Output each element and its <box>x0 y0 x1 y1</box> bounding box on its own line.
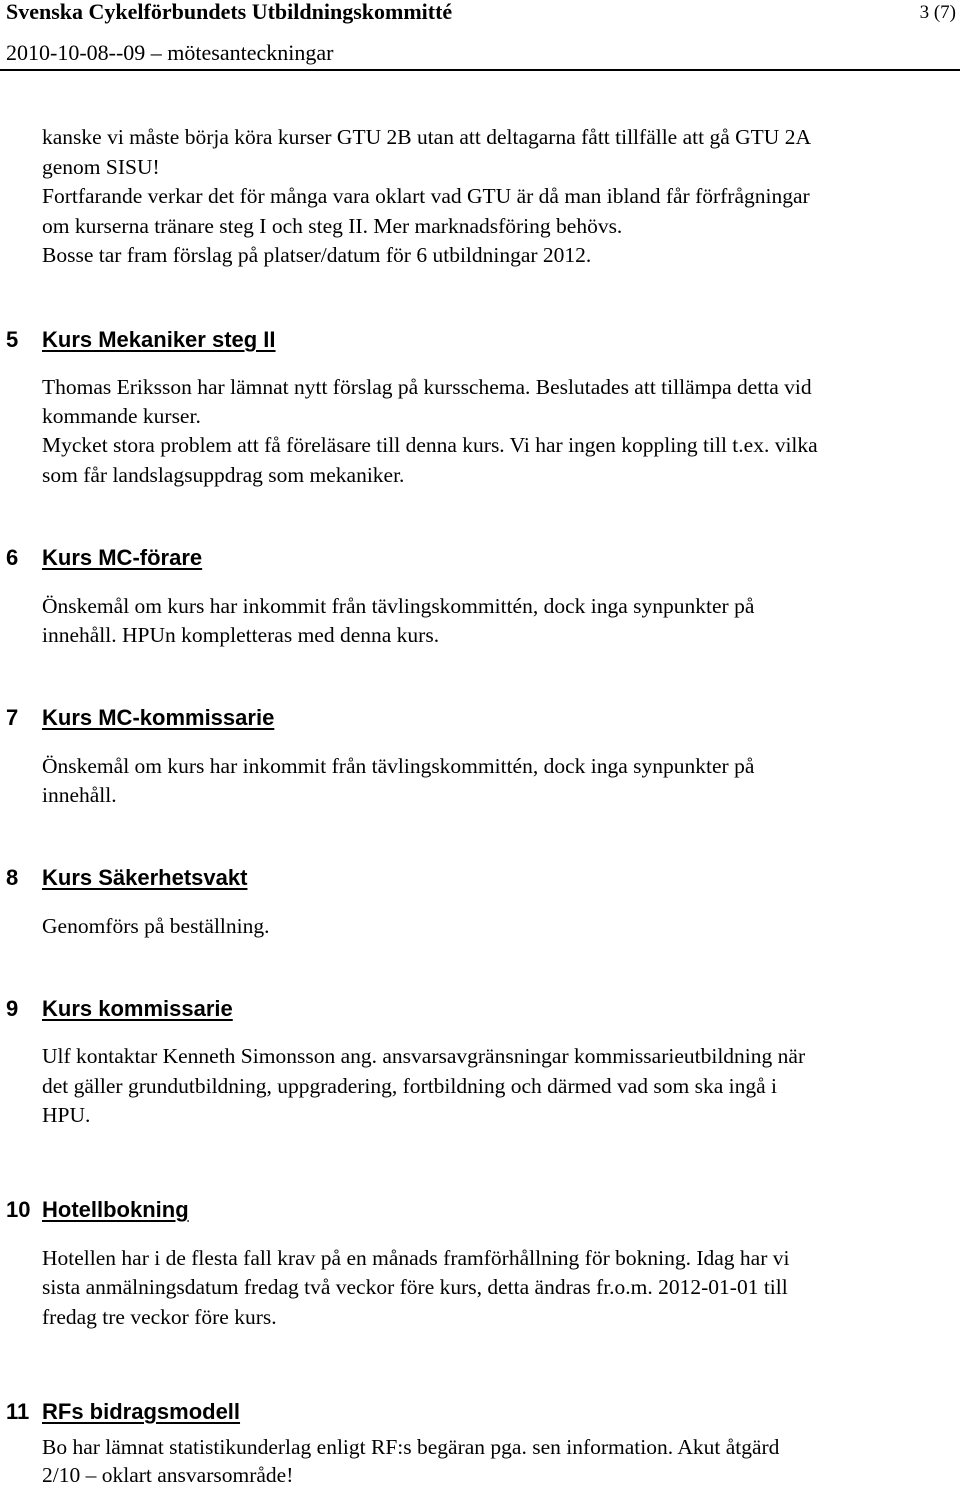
text-line: Genomförs på beställning. <box>42 914 270 938</box>
text-line: 2/10 – oklart ansvarsområde! <box>42 1463 294 1487</box>
text-line: Önskemål om kurs har inkommit från tävlingskommittén, dock inga synpunkter på <box>42 754 755 778</box>
section-number: 6 <box>6 545 19 570</box>
text-line: Bosse tar fram förslag på platser/datum för 6 utbildningar 2012. <box>42 243 592 267</box>
header-divider <box>0 69 960 71</box>
text-line: fredag tre veckor före kurs. <box>42 1305 277 1329</box>
page-number: 3 (7) <box>919 2 956 23</box>
section-title: Kurs MC-kommissarie <box>42 705 275 730</box>
section-number: 7 <box>6 705 19 730</box>
section-number: 11 <box>6 1399 30 1424</box>
section-title: RFs bidragsmodell <box>42 1399 241 1424</box>
text-line: Önskemål om kurs har inkommit från tävlingskommittén, dock inga synpunkter på <box>42 594 755 618</box>
text-line: sista anmälningsdatum fredag två veckor före kurs, detta ändras fr.o.m. 2012-01-01 till <box>42 1275 788 1299</box>
text-line: om kurserna tränare steg I och steg II. Mer marknadsföring behövs. <box>42 214 623 238</box>
section-title: Hotellbokning <box>42 1197 189 1222</box>
text-line: som får landslagsuppdrag som mekaniker. <box>42 463 405 487</box>
section-number: 10 <box>6 1197 31 1222</box>
text-line: det gäller grundutbildning, uppgradering, fortbildning och därmed vad som ska ingå i <box>42 1074 778 1098</box>
text-line: Bo har lämnat statistikunderlag enligt RF:s begäran pga. sen information. Akut åtgärd <box>42 1435 780 1459</box>
text-line: innehåll. <box>42 783 117 807</box>
text-line: Thomas Eriksson har lämnat nytt förslag på kursschema. Beslutades att tillämpa detta vid <box>42 375 812 399</box>
section-number: 8 <box>6 865 19 890</box>
document-subtitle: 2010-10-08--09 – mötesanteckningar <box>6 40 334 65</box>
text-line: kommande kurser. <box>42 404 201 428</box>
section-title: Kurs Mekaniker steg II <box>42 327 276 352</box>
text-line: Mycket stora problem att få föreläsare till denna kurs. Vi har ingen koppling till t.ex. vilka <box>42 433 818 457</box>
text-line: Hotellen har i de flesta fall krav på en månads framförhållning för bokning. Idag har vi <box>42 1246 790 1270</box>
text-line: genom SISU! <box>42 155 160 179</box>
text-line: Fortfarande verkar det för många vara oklart vad GTU är då man ibland får förfrågningar <box>42 184 810 208</box>
section-title: Kurs MC-förare <box>42 545 203 570</box>
document-title: Svenska Cykelförbundets Utbildningskommitté <box>6 0 453 24</box>
text-line: HPU. <box>42 1103 91 1127</box>
section-title: Kurs kommissarie <box>42 996 233 1021</box>
section-number: 5 <box>6 327 19 352</box>
text-line: innehåll. HPUn kompletteras med denna kurs. <box>42 623 440 647</box>
text-line: kanske vi måste börja köra kurser GTU 2B utan att deltagarna fått tillfälle att gå GTU 2A <box>42 125 811 149</box>
section-title: Kurs Säkerhetsvakt <box>42 865 248 890</box>
text-line: Ulf kontaktar Kenneth Simonsson ang. ansvarsavgränsningar kommissarieutbildning när <box>42 1044 806 1068</box>
section-number: 9 <box>6 996 19 1021</box>
